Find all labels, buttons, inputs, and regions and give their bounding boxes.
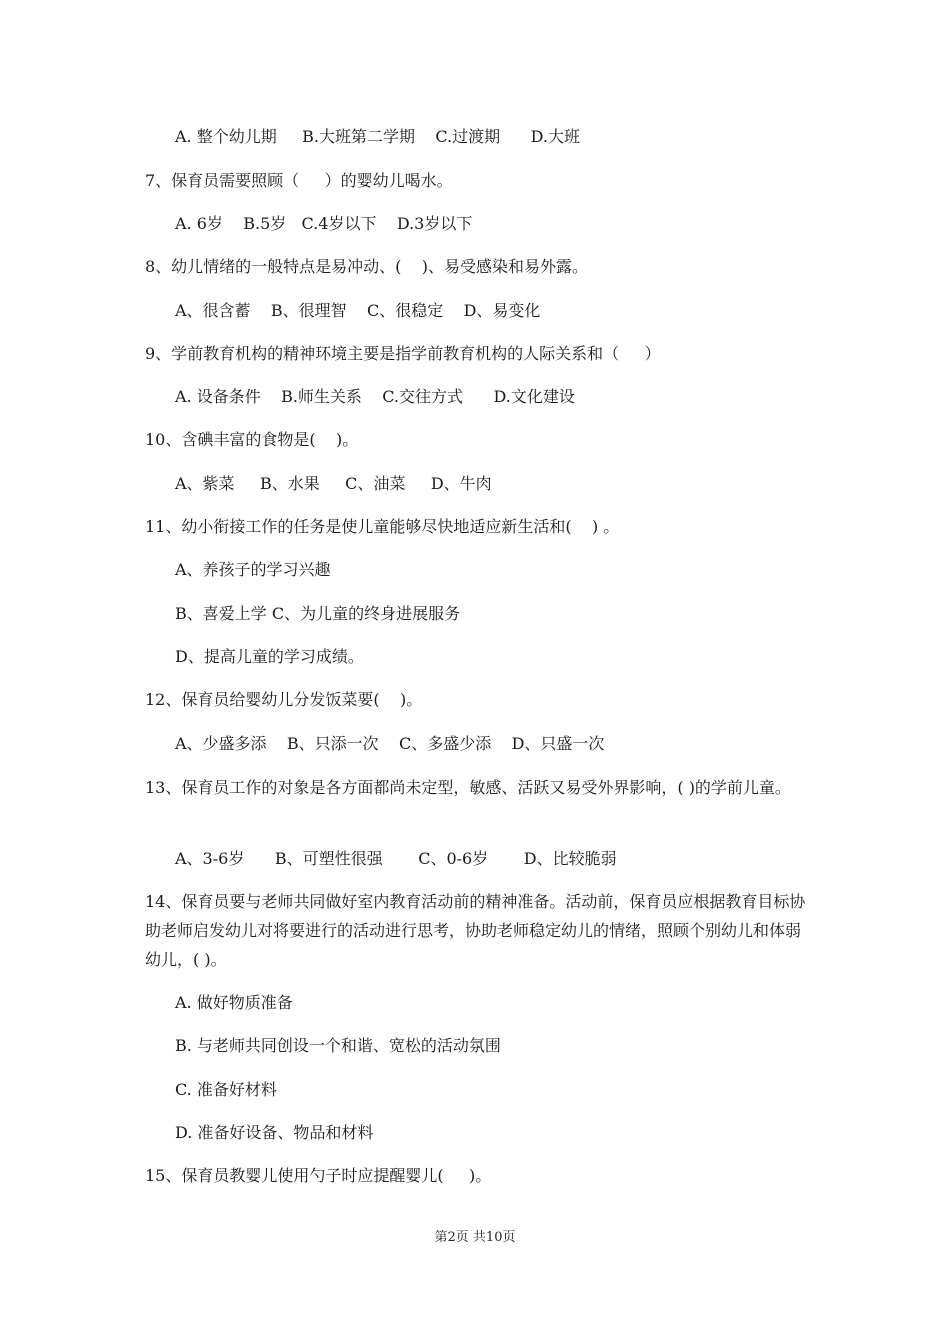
q8-options: A、很含蓄 B、很理智 C、很稳定 D、易变化 [175, 301, 541, 320]
q7-options: A. 6岁 B.5岁 C.4岁以下 D.3岁以下 [175, 214, 473, 233]
q11-option-bc: B、喜爱上学 C、为儿童的终身进展服务 [175, 604, 461, 623]
page-footer: 第2页 共10页 [434, 1230, 516, 1245]
q8-question: 8、幼儿情绪的一般特点是易冲动、( )、易受感染和易外露。 [145, 257, 589, 276]
q14-option-d: D. 准备好设备、物品和材料 [175, 1123, 374, 1142]
q14-option-c: C. 准备好材料 [175, 1080, 277, 1099]
q9-question: 9、学前教育机构的精神环境主要是指学前教育机构的人际关系和（ ） [145, 344, 661, 363]
q12-question: 12、保育员给婴幼儿分发饭菜要( )。 [145, 690, 423, 709]
q14-question: 14、保育员要与老师共同做好室内教育活动前的精神准备。活动前，保育员应根据教育目标协助老师启发幼儿对将要进行的活动进行思考，协助老师稳定幼儿的情绪，照顾个别幼儿和体弱幼儿，( )。 [145, 892, 806, 969]
q11-option-a: A、养孩子的学习兴趣 [175, 560, 331, 579]
q13-options: A、3-6岁 B、可塑性很强 C、0-6岁 D、比较脆弱 [175, 849, 617, 868]
q10-question: 10、含碘丰富的食物是( )。 [145, 430, 359, 449]
q11-question: 11、幼小衔接工作的任务是使儿童能够尽快地适应新生活和( ) 。 [145, 517, 620, 536]
q9-options: A. 设备条件 B.师生关系 C.交往方式 D.文化建设 [175, 387, 575, 406]
q14-option-b: B. 与老师共同创设一个和谐、宽松的活动氛围 [175, 1036, 501, 1055]
q6-options: A. 整个幼儿期 B.大班第二学期 C.过渡期 D.大班 [175, 127, 580, 146]
q15-question: 15、保育员教婴儿使用勺子时应提醒婴儿( )。 [145, 1166, 492, 1185]
q7-question: 7、保育员需要照顾（ ）的婴幼儿喝水。 [145, 171, 453, 190]
q14-option-a: A. 做好物质准备 [175, 993, 293, 1012]
q13-question: 13、保育员工作的对象是各方面都尚未定型，敏感、活跃又易受外界影响，( )的学前儿童。 [145, 778, 791, 797]
q11-option-d: D、提高儿童的学习成绩。 [175, 647, 364, 666]
q12-options: A、少盛多添 B、只添一次 C、多盛少添 D、只盛一次 [175, 734, 605, 753]
q10-options: A、紫菜 B、水果 C、油菜 D、牛肉 [175, 474, 492, 493]
